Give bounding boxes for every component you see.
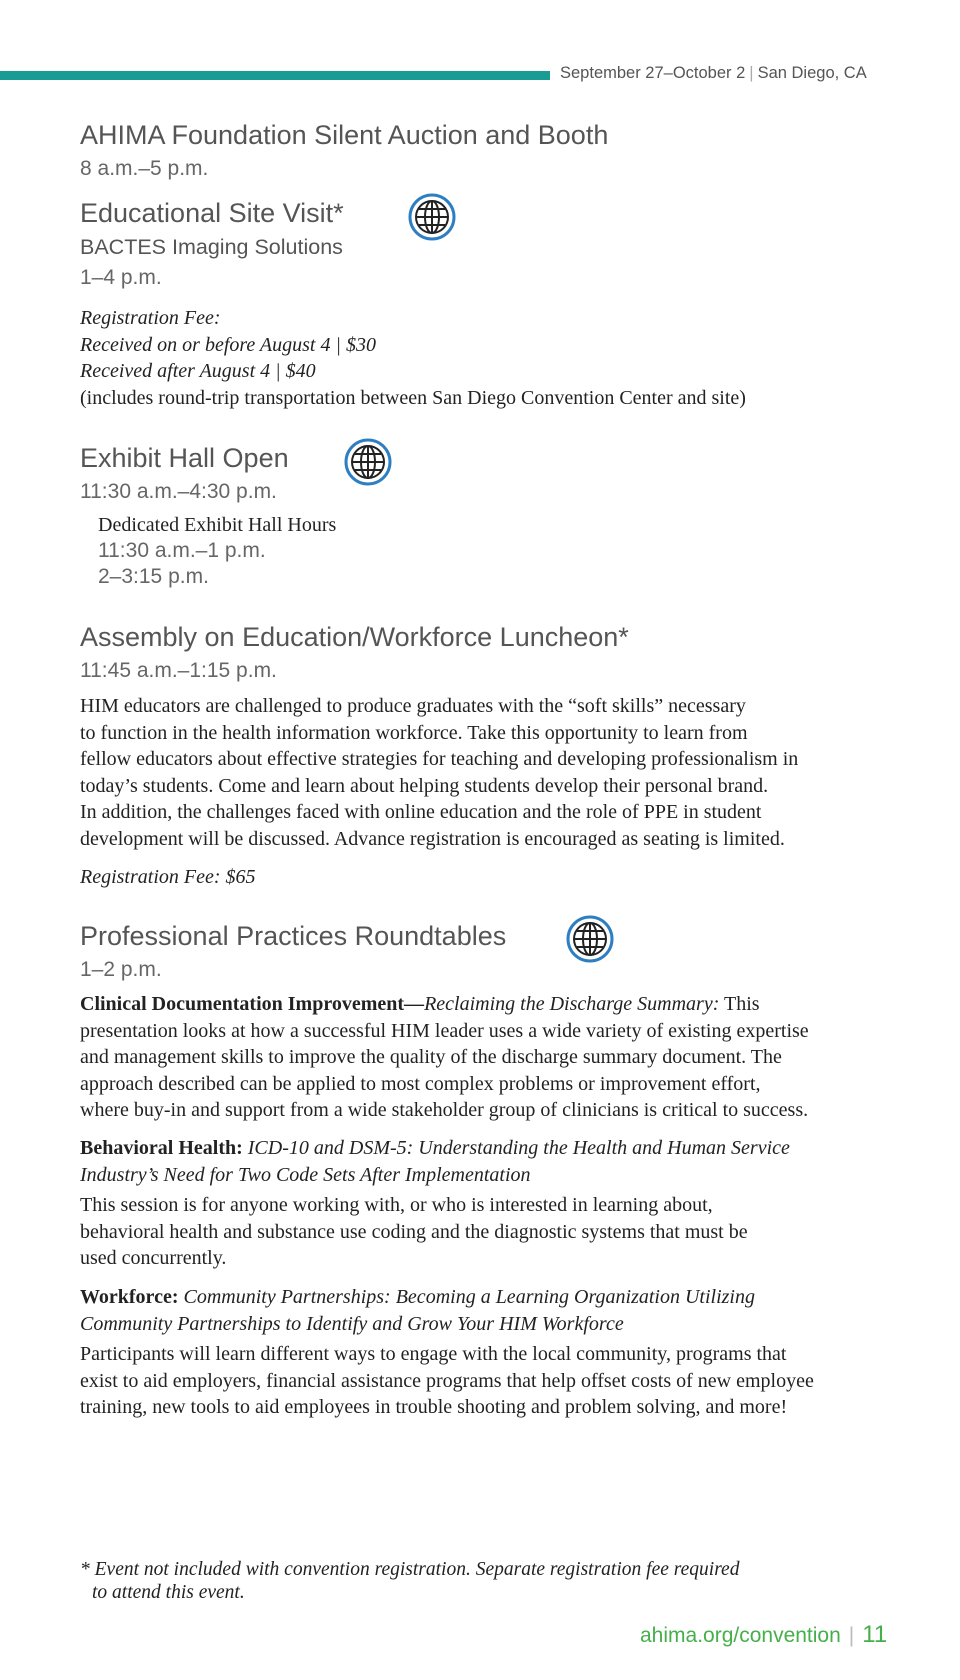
cdi-line: approach described can be applied to most complex problems or improvement effort,: [80, 1072, 761, 1095]
luncheon-line: to function in the health information workforce. Take this opportunity to learn from: [80, 721, 748, 744]
silent-auction-time: 8 a.m.–5 p.m.: [80, 157, 209, 180]
luncheon-line: HIM educators are challenged to produce graduates with the “soft skills” necessary: [80, 695, 746, 717]
site-visit-title: Educational Site Visit*: [80, 198, 344, 228]
footer-url-link[interactable]: ahima.org/convention: [640, 1624, 841, 1647]
site-visit-time: 1–4 p.m.: [80, 266, 162, 289]
site-visit-fee-note: (includes round-trip transportation between San Diego Convention Center and site): [80, 387, 746, 409]
workforce-line: training, new tools to aid employees in trouble shooting and problem solving, and more!: [80, 1396, 788, 1419]
exhibit-hall-time: 11:30 a.m.–4:30 p.m.: [80, 480, 277, 503]
header-location: San Diego, CA: [757, 64, 867, 82]
luncheon-title: Assembly on Education/Workforce Luncheon*: [80, 622, 629, 652]
footer: [640, 1621, 887, 1649]
cdi-topic: Clinical Documentation Improvement—: [80, 993, 425, 1015]
behavioral-line: used concurrently.: [80, 1247, 227, 1270]
workforce-heading-line: [80, 1284, 814, 1311]
site-visit-fee-early: Received on or before August 4 | $30: [80, 334, 376, 356]
cdi-line: presentation looks at how a successful HIM leader uses a wide variety of existing expertise: [80, 1019, 809, 1042]
globe-icon: [407, 192, 457, 242]
luncheon-line: today’s students. Come and learn about helping students develop their personal brand.: [80, 774, 769, 797]
dedicated-hours-label: Dedicated Exhibit Hall Hours: [98, 514, 337, 536]
workforce-line: exist to aid employers, financial assistance programs that help offset costs of new employee: [80, 1369, 814, 1392]
behavioral-topic: Behavioral Health:: [80, 1137, 243, 1159]
luncheon-line: In addition, the challenges faced with online education and the role of PPE in student: [80, 801, 762, 824]
behavioral-line: This session is for anyone working with, or who is interested in learning about,: [80, 1194, 713, 1217]
cdi-session-title: Reclaiming the Discharge Summary:: [424, 993, 720, 1015]
header-event-info: [560, 64, 867, 83]
globe-icon: [343, 437, 393, 487]
silent-auction-title: AHIMA Foundation Silent Auction and Booth: [80, 120, 609, 150]
header-separator: |: [749, 64, 754, 82]
cdi-line: where buy-in and support from a wide stakeholder group of clinicians is critical to success.: [80, 1099, 809, 1122]
footer-separator: |: [848, 1624, 855, 1647]
workforce-topic: Workforce:: [80, 1286, 179, 1308]
behavioral-session: [80, 1135, 790, 1272]
roundtables-time: 1–2 p.m.: [80, 958, 162, 981]
cdi-line1-rest: This: [719, 993, 760, 1015]
header-dates: September 27–October 2: [560, 64, 746, 82]
site-visit-subtitle: BACTES Imaging Solutions: [80, 235, 343, 259]
cdi-session: [80, 991, 809, 1124]
page-number: 11: [862, 1621, 888, 1648]
workforce-session: [80, 1284, 814, 1421]
luncheon-fee: Registration Fee: $65: [80, 866, 256, 888]
exhibit-hall-title: Exhibit Hall Open: [80, 443, 289, 473]
luncheon-line: development will be discussed. Advance registration is encouraged as seating is limited.: [80, 827, 785, 850]
globe-icon: [565, 914, 615, 964]
dedicated-hours-time-2: 2–3:15 p.m.: [98, 565, 209, 588]
dedicated-hours-time-1: 11:30 a.m.–1 p.m.: [98, 539, 266, 562]
behavioral-heading-line: [80, 1135, 790, 1162]
cdi-heading-line: [80, 991, 809, 1018]
site-visit-fee-late: Received after August 4 | $40: [80, 360, 316, 382]
luncheon-description: [80, 693, 798, 853]
cdi-line: and management skills to improve the quality of the discharge summary document. The: [80, 1046, 782, 1069]
behavioral-line: behavioral health and substance use coding and the diagnostic systems that must be: [80, 1220, 748, 1243]
roundtables-title: Professional Practices Roundtables: [80, 921, 507, 951]
header-accent-bar: [0, 71, 550, 80]
luncheon-line: fellow educators about effective strategies for teaching and developing professionalism in: [80, 748, 799, 771]
site-visit-fee-label: Registration Fee:: [80, 307, 221, 329]
workforce-session-title-2: Community Partnerships to Identify and Grow Your HIM Workforce: [80, 1312, 624, 1335]
workforce-session-title-1: Community Partnerships: Becoming a Learning Organization Utilizing: [183, 1286, 755, 1308]
footnote-line-1: * Event not included with convention registration. Separate registration fee required: [80, 1559, 740, 1580]
footnote-line-2: to attend this event.: [92, 1582, 245, 1603]
luncheon-time: 11:45 a.m.–1:15 p.m.: [80, 659, 277, 682]
behavioral-session-title-1: ICD-10 and DSM-5: Understanding the Health and Human Service: [247, 1137, 790, 1159]
behavioral-session-title-2: Industry’s Need for Two Code Sets After Implementation: [80, 1163, 531, 1186]
footnote: [80, 1558, 739, 1604]
workforce-line: Participants will learn different ways to engage with the local community, programs that: [80, 1343, 787, 1366]
